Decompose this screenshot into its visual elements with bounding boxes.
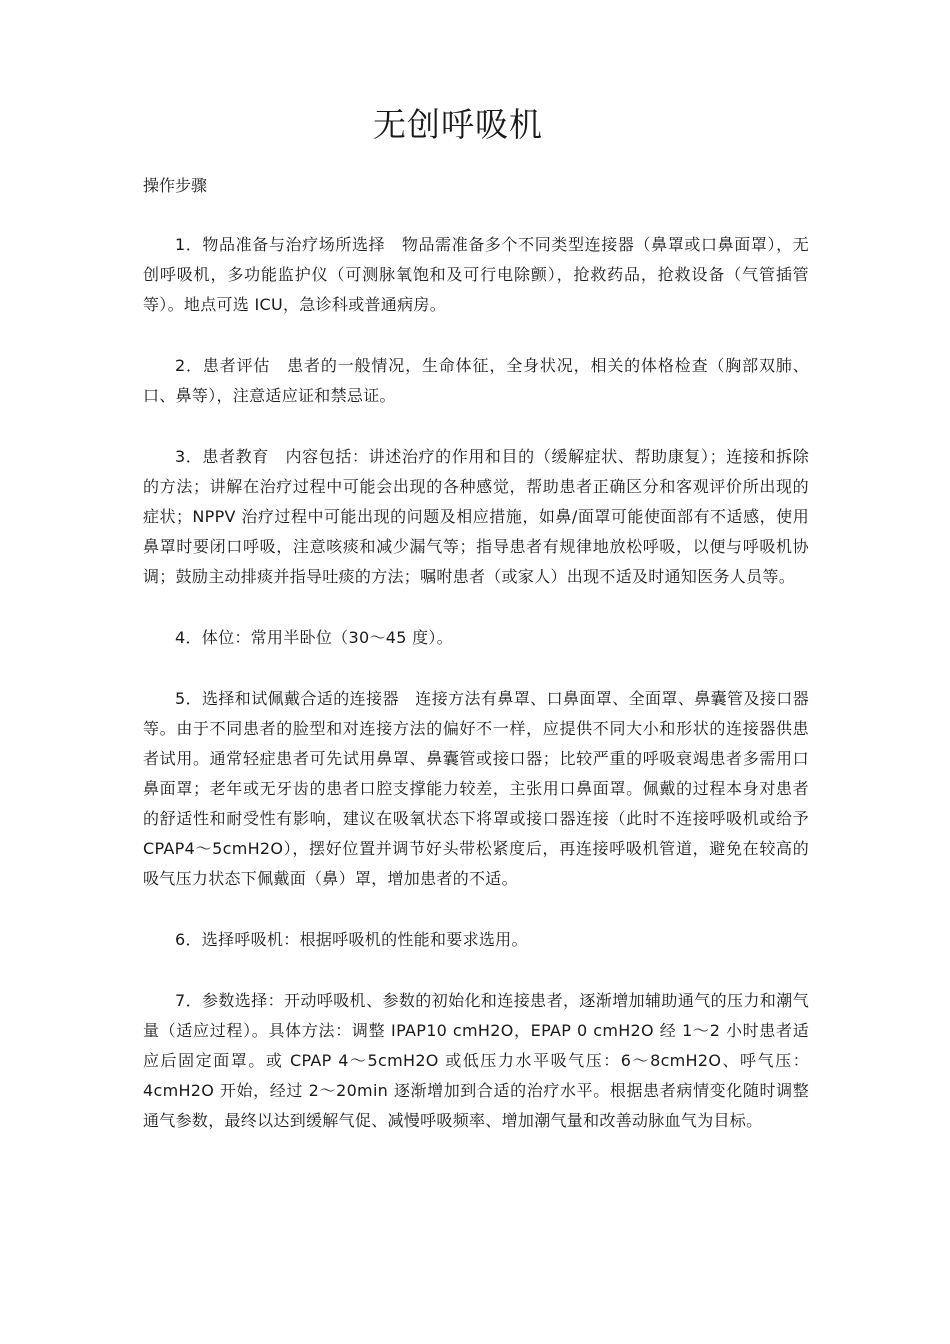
paragraph-step-2: 2．患者评估 患者的一般情况，生命体征，全身状况，相关的体格检查（胸部双肺、口、鼻等），注意适应证和禁忌证。 (143, 356, 809, 405)
paragraph-step-1: 1．物品准备与治疗场所选择 物品需准备多个不同类型连接器（鼻罩或口鼻面罩），无创呼吸机，多功能监护仪（可测脉氧饱和及可行电除颤），抢救药品，抢救设备（气管插管等）。地点可选 ICU，急诊科或普通病房。 (143, 235, 809, 314)
paragraph-step-5: 5．选择和试佩戴合适的连接器 连接方法有鼻罩、口鼻面罩、全面罩、鼻囊管及接口器等。由于不同患者的脸型和对连接方法的偏好不一样，应提供不同大小和形状的连接器供患者试用。通常轻症患者可先试用鼻罩、鼻囊管或接口器；比较严重的呼吸衰竭患者多需用口鼻面罩；老年或无牙齿的患者口腔支撑能力较差，主张用口鼻面罩。佩戴的过程本身对患者的舒适性和耐受性有影响，建议在吸氧状态下将罩或接口器连接（此时不连接呼吸机或给予 CPAP4～5cmH2O），摆好位置并调节好头带松紧度后，再连接呼吸机管道，避免在较高的吸气压力状态下佩戴面（鼻）罩，增加患者的不适。 (143, 689, 809, 888)
document-title: 无创呼吸机 (373, 105, 543, 144)
paragraph-step-3: 3．患者教育 内容包括：讲述治疗的作用和目的（缓解症状、帮助康复）；连接和拆除的方法；讲解在治疗过程中可能会出现的各种感觉，帮助患者正确区分和客观评价所出现的症状；NPPV 治疗过程中可能出现的问题及相应措施，如鼻/面罩可能使面部有不适感，使用鼻罩时要闭口呼吸，注意咳痰和减少漏气等；指导患者有规律地放松呼吸，以便与呼吸机协调；鼓励主动排痰并指导吐痰的方法；嘱咐患者（或家人）出现不适及时通知医务人员等。 (143, 447, 809, 586)
section-label: 操作步骤 (143, 176, 208, 195)
paragraph-step-7: 7．参数选择：开动呼吸机、参数的初始化和连接患者，逐渐增加辅助通气的压力和潮气量（适应过程）。具体方法：调整 IPAP10 cmH2O，EPAP 0 cmH2O 经 1～2 小时患者适应后固定面罩。或 CPAP 4～5cmH2O 或低压力水平吸气压：6～8cmH2O、呼气压：4cmH2O 开始，经过 2～20min 逐渐增加到合适的治疗水平。根据患者病情变化随时调整通气参数，最终以达到缓解气促、减慢呼吸频率、增加潮气量和改善动脉血气为目标。 (143, 991, 809, 1130)
paragraph-step-6: 6．选择呼吸机：根据呼吸机的性能和要求选用。 (175, 930, 528, 949)
document-body (143, 230, 809, 1167)
paragraph-step-4: 4．体位：常用半卧位（30～45 度）。 (175, 628, 453, 647)
